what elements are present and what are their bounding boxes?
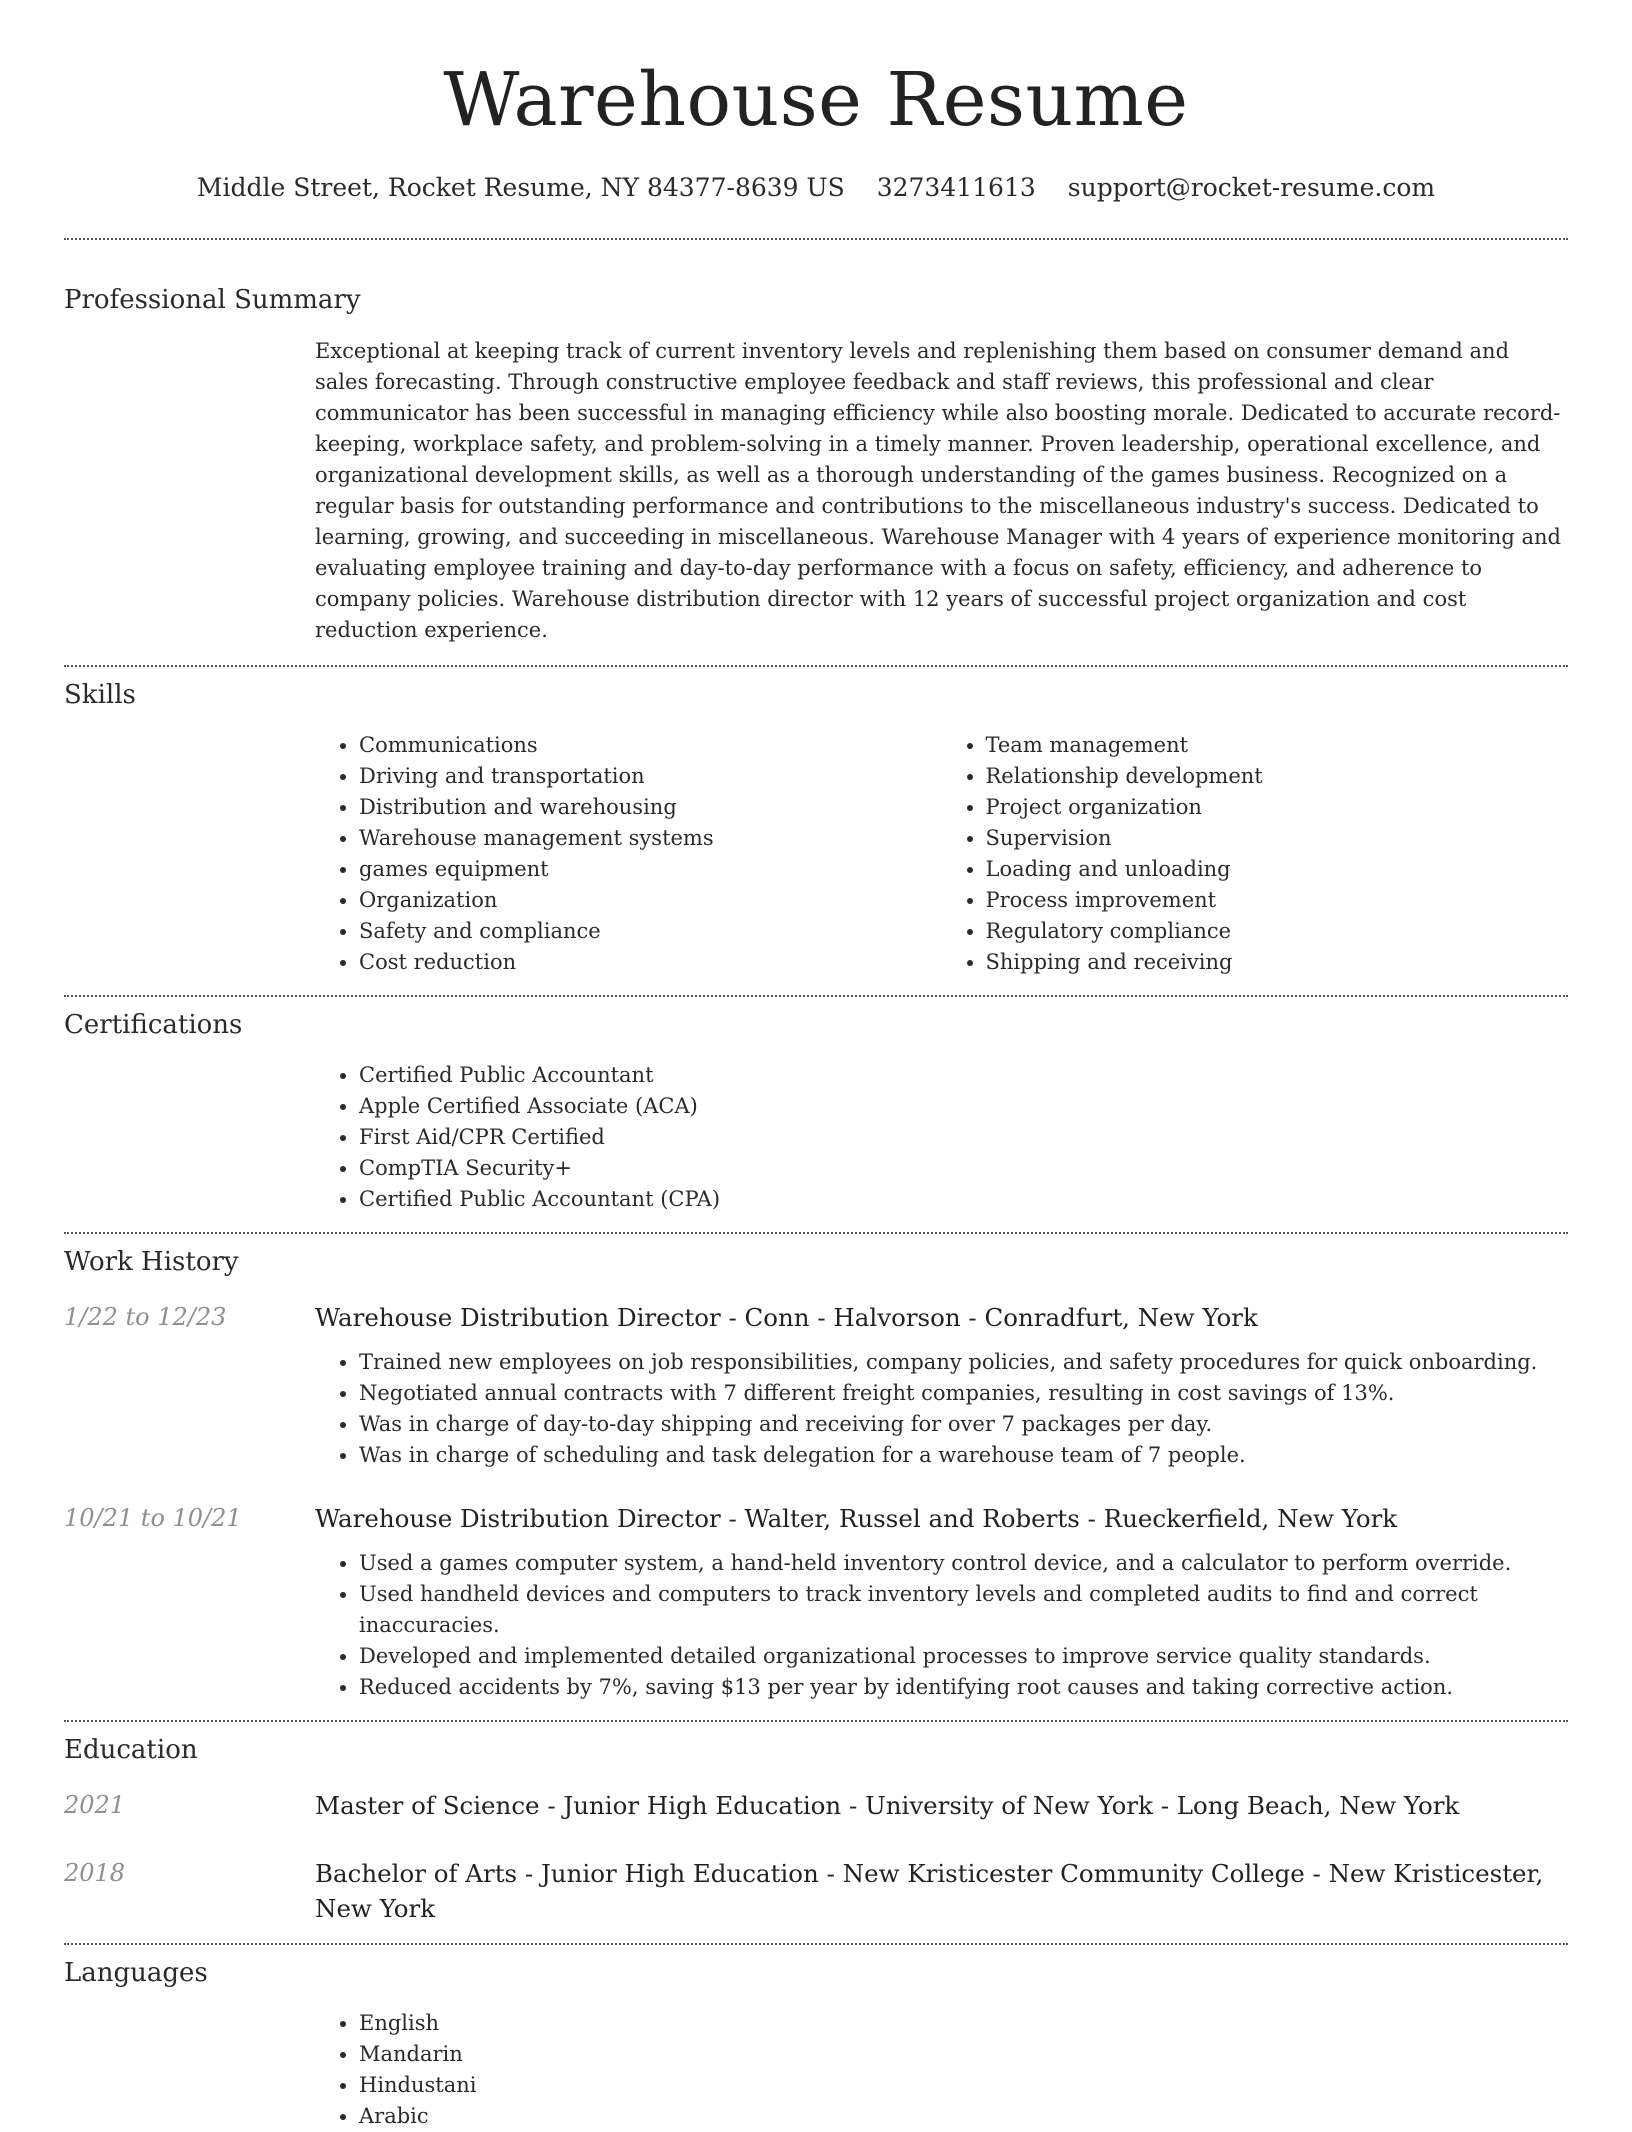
job-bullet: • Used handheld devices and computers to track inventory levels and completed audits to find and correct inaccuracies. — [359, 1579, 1568, 1641]
job-bullet: • Trained new employees on job responsibilities, company policies, and safety procedures for quick onboarding. — [359, 1347, 1568, 1378]
job-bullet: • Reduced accidents by 7%, saving $13 per year by identifying root causes and taking corrective action. — [359, 1672, 1568, 1703]
job-bullet: • Negotiated annual contracts with 7 different freight companies, resulting in cost savings of 13%. — [359, 1378, 1568, 1409]
certification-item: • CompTIA Security+ — [359, 1153, 1568, 1184]
certification-item: • First Aid/CPR Certified — [359, 1122, 1568, 1153]
skill-item: • Organization — [359, 885, 942, 916]
job-title: Warehouse Distribution Director - Walter, Russel and Roberts - Rueckerfield, New York — [315, 1504, 1398, 1533]
skill-item: • Distribution and warehousing — [359, 792, 942, 823]
education-section — [64, 1722, 1568, 1926]
skill-item: • Warehouse management systems — [359, 823, 942, 854]
resume-header — [64, 0, 1568, 204]
education-title: Master of Science - Junior High Education - University of New York - Long Beach, New York — [315, 1791, 1460, 1820]
job-entry — [64, 1501, 1568, 1703]
certification-item: • Certified Public Accountant (CPA) — [359, 1184, 1568, 1215]
section-title: Education — [64, 1735, 198, 1765]
skill-item: • Project organization — [986, 792, 1569, 823]
languages-section — [64, 1945, 1568, 2132]
section-title: Work History — [64, 1247, 239, 1277]
job-bullet: • Used a games computer system, a hand-held inventory control device, and a calculator to perform override. — [359, 1548, 1568, 1579]
language-item: • Mandarin — [359, 2039, 1568, 2070]
certifications-list — [315, 1060, 1568, 1215]
skill-item: • Supervision — [986, 823, 1569, 854]
skills-list-right — [942, 730, 1569, 978]
job-bullets — [315, 1548, 1568, 1703]
job-title: Warehouse Distribution Director - Conn - Halvorson - Conradfurt, New York — [315, 1303, 1258, 1332]
language-item: • Hindustani — [359, 2070, 1568, 2101]
contact-address: Middle Street, Rocket Resume, NY 84377-8639 US — [196, 173, 845, 202]
language-item: • Arabic — [359, 2101, 1568, 2132]
job-entry — [64, 1300, 1568, 1471]
job-bullet: • Was in charge of day-to-day shipping and receiving for over 7 packages per day. — [359, 1409, 1568, 1440]
job-dates: 10/21 to 10/21 — [64, 1504, 242, 1532]
skill-item: • Regulatory compliance — [986, 916, 1569, 947]
section-title: Languages — [64, 1958, 208, 1988]
resume-title: Warehouse Resume — [443, 57, 1189, 143]
job-dates: 1/22 to 12/23 — [64, 1303, 227, 1331]
skill-item: • Shipping and receiving — [986, 947, 1569, 978]
section-title: Certifications — [64, 1010, 243, 1040]
section-title: Professional Summary — [64, 285, 361, 315]
skill-item: • games equipment — [359, 854, 942, 885]
work-history-section — [64, 1234, 1568, 1703]
skills-section — [64, 667, 1568, 978]
skill-item: • Loading and unloading — [986, 854, 1569, 885]
certifications-section — [64, 997, 1568, 1215]
skill-item: • Team management — [986, 730, 1569, 761]
education-entry — [64, 1856, 1568, 1926]
education-year: 2021 — [64, 1791, 126, 1819]
certification-item: • Apple Certified Associate (ACA) — [359, 1091, 1568, 1122]
section-title: Skills — [64, 680, 136, 710]
contact-line — [64, 172, 1568, 204]
education-entry — [64, 1788, 1568, 1823]
skills-list-left — [315, 730, 942, 978]
education-year: 2018 — [64, 1859, 126, 1887]
languages-list — [315, 2008, 1568, 2132]
contact-email: support@rocket-resume.com — [1067, 173, 1436, 202]
job-bullet: • Developed and implemented detailed organizational processes to improve service quality standards. — [359, 1641, 1568, 1672]
skill-item: • Process improvement — [986, 885, 1569, 916]
certification-item: • Certified Public Accountant — [359, 1060, 1568, 1091]
summary-text: Exceptional at keeping track of current inventory levels and replenishing them based on consumer demand and sales forecasting. Through constructive employee feedback and staff reviews, this professional and clear communicator has been successful in managing efficiency while also boosting morale. Dedicated to accurate record-keeping, workplace safety, and problem-solving in a timely manner. Proven leadership, operational excellence, and organizational development skills, as well as a thorough understanding of the games business. Recognized on a regular basis for outstanding performance and contributions to the miscellaneous industry's success. Dedicated to learning, growing, and succeeding in miscellaneous. Warehouse Manager with 4 years of experience monitoring and evaluating employee training and day-to-day performance with a focus on safety, efficiency, and adherence to company policies. Warehouse distribution director with 12 years of successful project organization and cost reduction experience. — [315, 339, 1561, 642]
job-bullet: • Was in charge of scheduling and task delegation for a warehouse team of 7 people. — [359, 1440, 1568, 1471]
skill-item: • Cost reduction — [359, 947, 942, 978]
language-item: • English — [359, 2008, 1568, 2039]
contact-phone: 3273411613 — [876, 173, 1036, 202]
skill-item: • Communications — [359, 730, 942, 761]
skill-item: • Safety and compliance — [359, 916, 942, 947]
education-title: Bachelor of Arts - Junior High Education - New Kristicester Community College - New Kristicester, New York — [315, 1859, 1544, 1923]
skill-item: • Driving and transportation — [359, 761, 942, 792]
skill-item: • Relationship development — [986, 761, 1569, 792]
summary-section — [64, 240, 1568, 646]
job-bullets — [315, 1347, 1568, 1471]
